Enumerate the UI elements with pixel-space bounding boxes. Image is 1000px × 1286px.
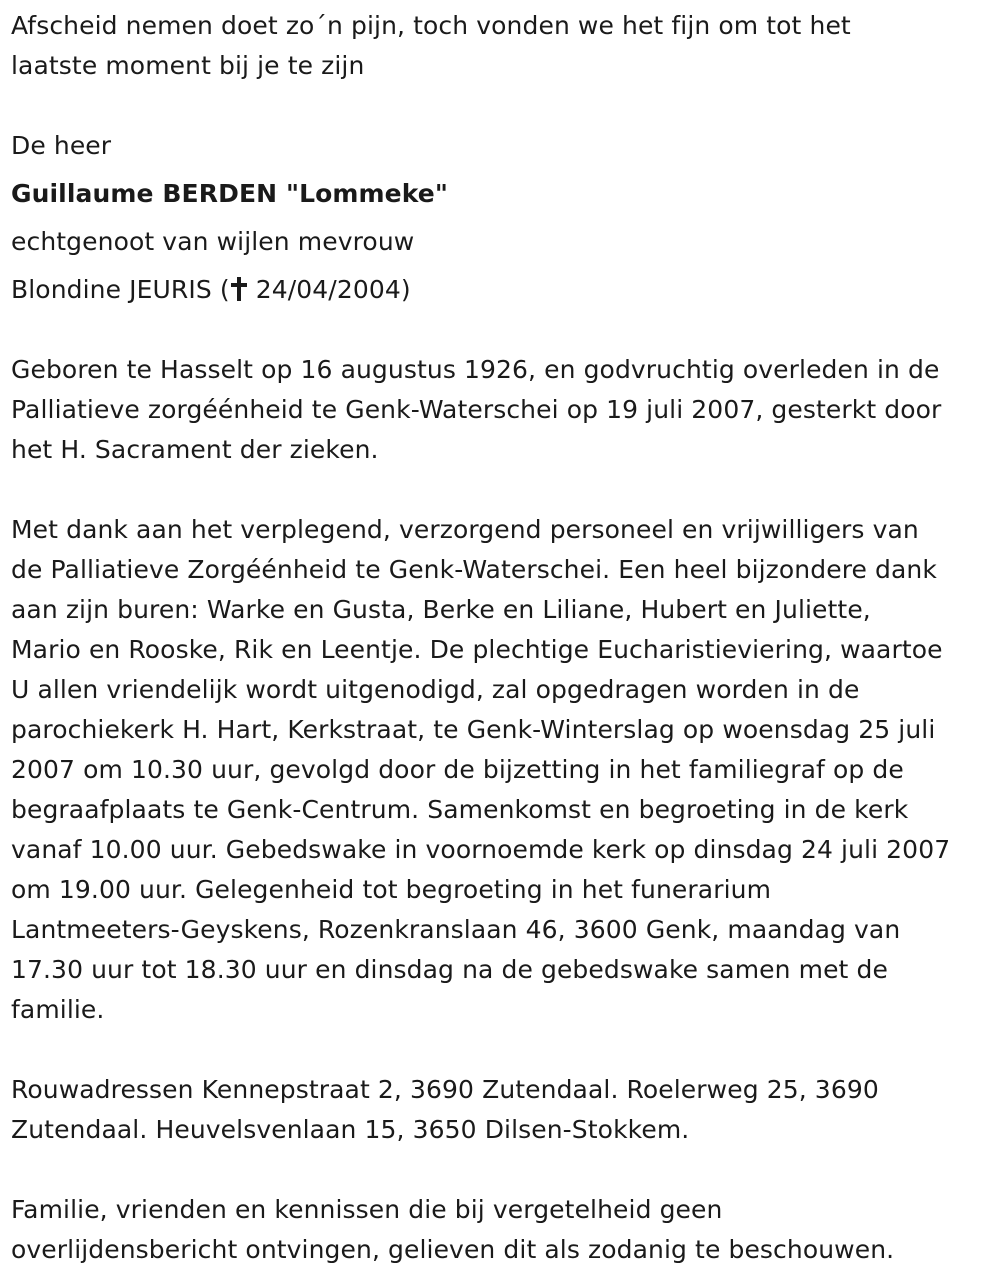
closing-paragraph [11,1190,894,1270]
ceremony-paragraph [11,510,950,1030]
birth-death-paragraph [11,350,941,470]
opening-verse [11,6,851,86]
ceremony-line-8: begraafplaats te Genk-Centrum. Samenkomst en begroeting in de kerk [11,795,909,824]
addresses-paragraph [11,1070,879,1150]
birth-death-line-3: het H. Sacrament der zieken. [11,435,379,464]
ceremony-line-7: 2007 om 10.30 uur, gevolgd door de bijzetting in het familiegraf op de [11,755,904,784]
deceased-name-block [11,174,448,214]
ceremony-line-3: aan zijn buren: Warke en Gusta, Berke en Liliane, Hubert en Juliette, [11,595,871,624]
addresses-line-1: Rouwadressen Kennepstraat 2, 3690 Zutendaal. Roelerweg 25, 3690 [11,1075,879,1104]
deceased-block [11,126,111,166]
ceremony-line-11: Lantmeeters-Geyskens, Rozenkranslaan 46, 3600 Genk, maandag van [11,915,901,944]
birth-death-line-2: Palliatieve zorgéénheid te Genk-Waterschei op 19 juli 2007, gesterkt door [11,395,942,424]
ceremony-line-2: de Palliatieve Zorgéénheid te Genk-Waterschei. Een heel bijzondere dank [11,555,937,584]
spouse-block [11,222,414,262]
ceremony-line-1: Met dank aan het verplegend, verzorgend personeel en vrijwilligers van [11,515,919,544]
addresses-line-2: Zutendaal. Heuvelsvenlaan 15, 3650 Dilsen-Stokkem. [11,1115,690,1144]
ceremony-line-4: Mario en Rooske, Rik en Leentje. De plechtige Eucharistieviering, waartoe [11,635,943,664]
spouse-name-line [11,270,411,310]
deceased-title: De heer [11,131,112,160]
closing-line-2: overlijdensbericht ontvingen, gelieven dit als zodanig te beschouwen. [11,1235,895,1264]
spouse-death-date: 24/04/2004) [255,275,411,304]
opening-line-1: Afscheid nemen doet zo´n pijn, toch vonden we het fijn om tot het [11,11,851,40]
ceremony-line-6: parochiekerk H. Hart, Kerkstraat, te Genk-Winterslag op woensdag 25 juli [11,715,936,744]
opening-line-2: laatste moment bij je te zijn [11,51,365,80]
spouse-name-block [11,270,411,310]
closing-line-1: Familie, vrienden en kennissen die bij vergetelheid geen [11,1195,723,1224]
cross-icon [231,277,247,301]
spouse-line: echtgenoot van wijlen mevrouw [11,227,415,256]
ceremony-line-5: U allen vriendelijk wordt uitgenodigd, zal opgedragen worden in de [11,675,860,704]
ceremony-line-9: vanaf 10.00 uur. Gebedswake in voornoemde kerk op dinsdag 24 juli 2007 [11,835,951,864]
spouse-name: Blondine JEURIS ( [11,275,230,304]
deceased-name: Guillaume BERDEN "Lommeke" [11,179,448,208]
ceremony-line-12: 17.30 uur tot 18.30 uur en dinsdag na de gebedswake samen met de [11,955,888,984]
ceremony-line-13: familie. [11,995,105,1024]
ceremony-line-10: om 19.00 uur. Gelegenheid tot begroeting in het funerarium [11,875,772,904]
birth-death-line-1: Geboren te Hasselt op 16 augustus 1926, en godvruchtig overleden in de [11,355,940,384]
